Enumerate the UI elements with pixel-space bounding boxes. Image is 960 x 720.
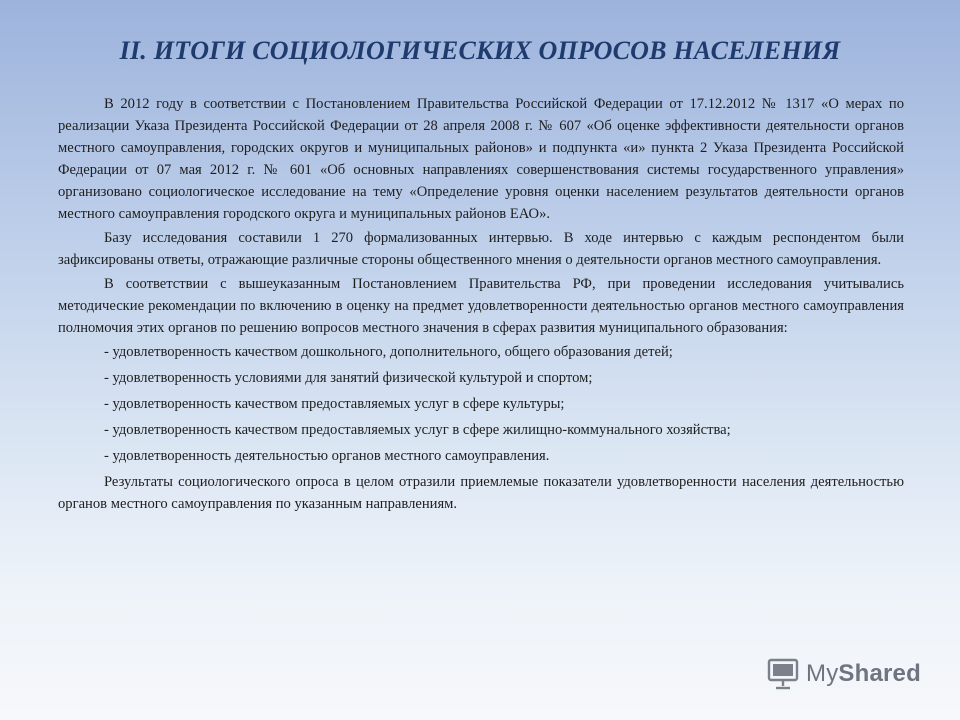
bullet-item: - удовлетворенность качеством предоставляемых услуг в сфере жилищно-коммунального хозяйства; (104, 422, 731, 438)
slide-title: II. ИТОГИ СОЦИОЛОГИЧЕСКИХ ОПРОСОВ НАСЕЛЕНИЯ (119, 36, 841, 65)
paragraph-methodology: В соответствии с вышеуказанным Постановлением Правительства РФ, при проведении исследования учитывались методические рекомендации по включению в оценку на предмет удовлетворенности деятельностью органов местного самоуправления полномочия этих органов по решению вопросов местного значения в сферах развития муниципального образования: (58, 276, 904, 336)
mysharedl-watermark (766, 656, 921, 692)
slide-body (58, 93, 904, 517)
bullet-item: - удовлетворенность условиями для занятий физической культурой и спортом; (104, 370, 593, 386)
projector-screen-icon (766, 657, 800, 691)
paragraph-intro: В 2012 году в соответствии с Постановлением Правительства Российской Федерации от 17.12.2012 № 1317 «О мерах по реализации Указа Президента Российской Федерации от 28 апреля 2008 г. № 607 «Об оценке эффективности деятельности органов местного самоуправления, городских округов и муниципальных районов» и подпункта «и» пункта 2 Указа Президента Российской Федерации от 07 мая 2012 г. № 601 «Об основных направлениях совершенствования системы государственного управления» организовано социологическое исследование на тему «Определение уровня оценки населением результатов деятельности органов местного самоуправления городского округа и муниципальных районов ЕАО». (58, 96, 904, 222)
paragraph-research-base: Базу исследования составили 1 270 формализованных интервью. В ходе интервью с каждым респондентом были зафиксированы ответы, отражающие различные стороны общественного мнения о деятельности органов местного самоуправления. (58, 230, 904, 268)
watermark-text: MyShared (806, 660, 921, 687)
bullet-item: - удовлетворенность качеством дошкольного, дополнительного, общего образования детей; (104, 344, 673, 360)
paragraph-conclusion: Результаты социологического опроса в целом отразили приемлемые показатели удовлетворенности населения деятельностью органов местного самоуправления по указанным направлениям. (58, 474, 904, 512)
bullet-item: - удовлетворенность качеством предоставляемых услуг в сфере культуры; (104, 396, 565, 412)
bullet-item: - удовлетворенность деятельностью органов местного самоуправления. (104, 448, 550, 464)
